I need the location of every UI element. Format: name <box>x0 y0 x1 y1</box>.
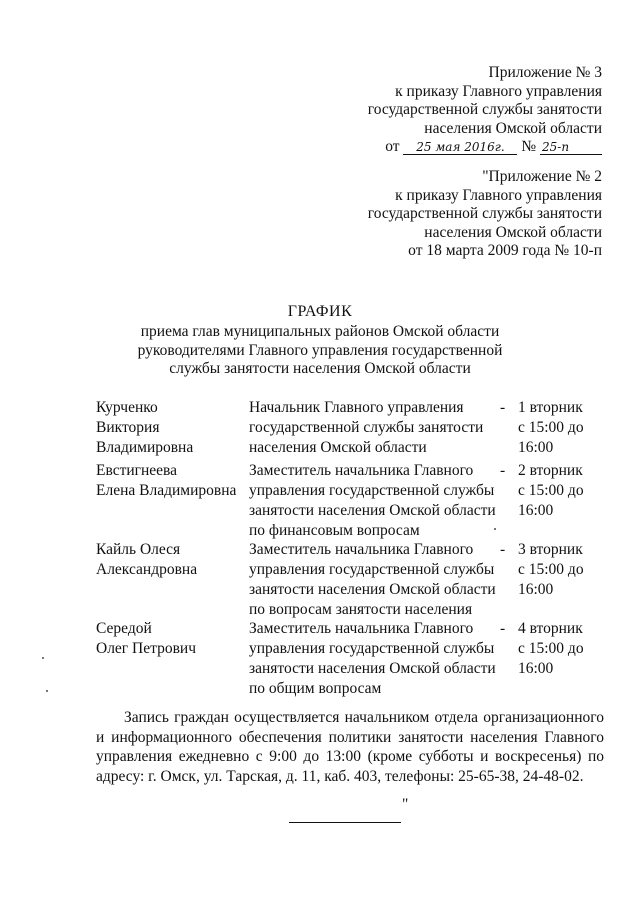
time-line: 16:00 <box>518 660 554 677</box>
closing-quote: " <box>402 796 409 813</box>
official-name <box>96 461 246 501</box>
dash-separator: - <box>500 399 506 416</box>
official-name <box>96 540 246 580</box>
name-line: Владимировна <box>96 439 194 456</box>
time-line: с 15:00 до <box>518 419 584 436</box>
official-name <box>96 398 246 458</box>
position-line: по финансовым вопросам <box>249 522 420 539</box>
appendix-3-line: к приказу Главного управления <box>395 82 602 100</box>
handwritten-number: 25-п <box>540 140 602 155</box>
appendix-3-date-line <box>368 138 602 157</box>
time-line: с 15:00 до <box>518 482 584 499</box>
position-line: государственной службы занятости <box>249 419 484 436</box>
position-line: управления государственной службы <box>249 640 495 657</box>
position-line: по общим вопросам <box>249 680 382 697</box>
document-title: ГРАФИК <box>287 303 353 320</box>
appendix-2-line: "Приложение № 2 <box>482 168 602 185</box>
name-line: Олег Петрович <box>96 640 196 657</box>
name-line: Кайль Олеся <box>96 541 181 558</box>
handwritten-date: 25 мая 2016г. <box>403 140 517 155</box>
position-line: населения Омской области <box>249 439 427 456</box>
time-line: 2 вторник <box>518 462 583 479</box>
appendix-3-line: Приложение № 3 <box>488 64 602 81</box>
position-line: по вопросам занятости населения <box>249 601 473 618</box>
position-line: занятости населения Омской области <box>249 660 496 677</box>
time-line: 4 вторник <box>518 620 583 637</box>
position-line: занятости населения Омской области <box>249 581 496 598</box>
official-position <box>249 398 499 458</box>
position-line: Начальник Главного управления <box>249 399 464 416</box>
closing-line <box>289 808 401 823</box>
appendix-3-line: государственной службы занятости <box>367 101 602 119</box>
name-line: Александровна <box>96 561 198 578</box>
reception-time <box>518 398 608 458</box>
appendix-2-line: от 18 марта 2009 года № 10-п <box>408 242 602 260</box>
time-line: 16:00 <box>518 502 554 519</box>
official-position <box>249 540 499 620</box>
document-subtitle <box>0 323 640 379</box>
name-line: Середой <box>96 620 152 637</box>
dash-separator: - <box>500 620 506 637</box>
reception-time <box>518 619 608 679</box>
position-line: Заместитель начальника Главного <box>249 462 474 479</box>
time-line: с 15:00 до <box>518 561 584 578</box>
appendix-2-line: государственной службы занятости <box>367 205 602 223</box>
name-line: Виктория <box>96 419 160 436</box>
name-line: Курченко <box>96 399 158 416</box>
appendix-3-line: населения Омской области <box>424 119 602 137</box>
time-line: 16:00 <box>518 581 554 598</box>
reception-time <box>518 540 608 600</box>
subtitle-line: службы занятости населения Омской области <box>169 360 471 377</box>
subtitle-line: приема глав муниципальных районов Омской области <box>140 323 500 340</box>
name-line: Елена Владимировна <box>96 482 237 499</box>
position-line: Заместитель начальника Главного <box>249 541 474 558</box>
time-line: 16:00 <box>518 439 554 456</box>
dash-separator: - <box>500 462 506 479</box>
position-line: занятости населения Омской области <box>249 502 496 519</box>
appointment-note: Запись граждан осуществляется начальником отдела организационного и информационного обеспечения политики занятости населения Главного управления ежедневно с 9:00 до 13:00 (кроме субботы и воскресенья) по адресу: г. Омск, ул. Тарская, д. 11, каб. 403, телефоны: 25-65-38, 24-48-02. <box>96 709 604 785</box>
dash-separator: - <box>500 541 506 558</box>
official-position <box>249 461 499 541</box>
official-name <box>96 619 246 659</box>
reception-time <box>518 461 608 521</box>
time-line: 3 вторник <box>518 541 583 558</box>
scan-speck <box>42 657 44 659</box>
number-prefix: № <box>521 138 537 156</box>
appendix-2-header <box>368 168 602 261</box>
appendix-2-line: к приказу Главного управления <box>395 186 602 204</box>
time-line: 1 вторник <box>518 399 583 416</box>
position-line: управления государственной службы <box>249 482 495 499</box>
appendix-3-header <box>368 64 602 157</box>
scan-speck <box>494 528 496 530</box>
position-line: Заместитель начальника Главного <box>249 620 474 637</box>
scan-speck <box>46 690 48 692</box>
position-line: управления государственной службы <box>249 561 495 578</box>
time-line: с 15:00 до <box>518 640 584 657</box>
official-position <box>249 619 499 699</box>
from-prefix: от <box>385 138 400 156</box>
name-line: Евстигнеева <box>96 462 178 479</box>
subtitle-line: руководителями Главного управления государственной <box>137 341 503 359</box>
appendix-2-line: населения Омской области <box>424 223 602 241</box>
